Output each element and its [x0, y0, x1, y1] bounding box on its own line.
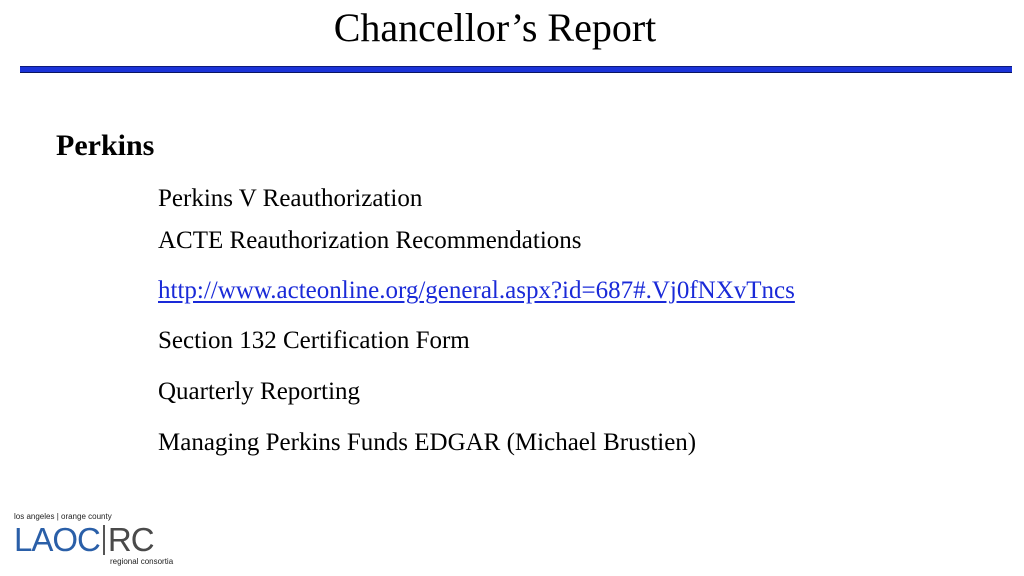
logo-tagline-bottom: regional consortia [110, 557, 174, 566]
acte-link[interactable]: http://www.acteonline.org/general.aspx?id=687#.Vj0fNXvTncs [158, 277, 795, 304]
slide-title: Chancellor’s Report [333, 5, 657, 50]
logo-laoc-text: LAOC [14, 521, 100, 558]
logo-rc-text: RC [107, 521, 154, 558]
section-heading: Perkins [56, 129, 155, 162]
title-divider [20, 66, 1012, 72]
logo-divider [103, 525, 105, 555]
list-item-edgar: Managing Perkins Funds EDGAR (Michael Brustien) [158, 429, 697, 456]
list-item-quarterly-reporting: Quarterly Reporting [158, 378, 361, 405]
list-item-section-132: Section 132 Certification Form [158, 327, 470, 354]
list-item-acte-link [158, 276, 795, 306]
logo-mark [14, 523, 154, 557]
laocrc-logo [14, 512, 174, 570]
list-item-perkins-v: Perkins V Reauthorization [158, 185, 423, 212]
list-item-acte-recommendations: ACTE Reauthorization Recommendations [158, 227, 582, 254]
logo-tagline-top: los angeles | orange county [14, 512, 112, 521]
